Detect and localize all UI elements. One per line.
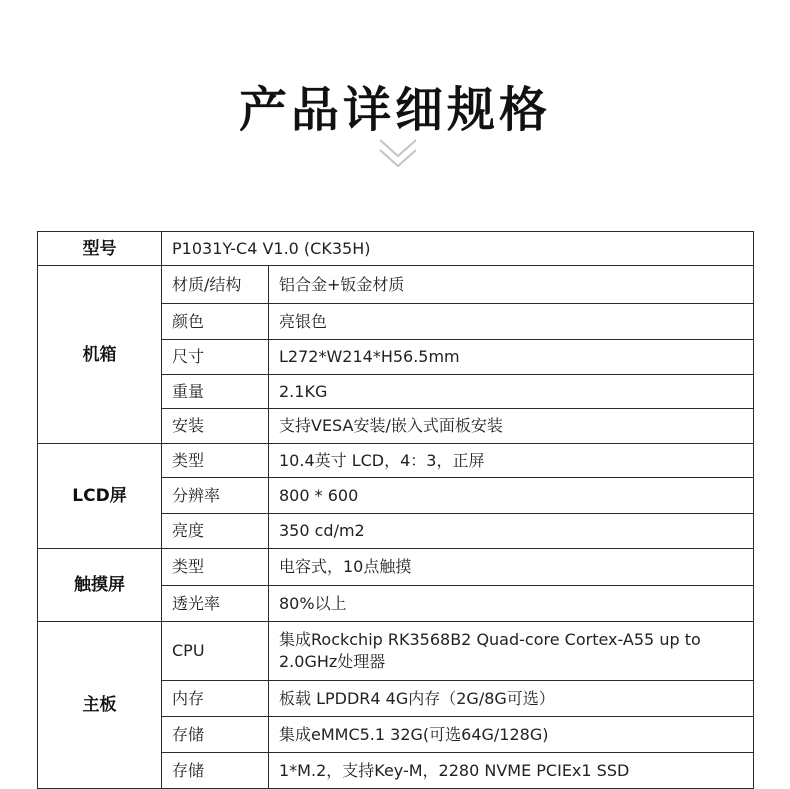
category-cell-touchscreen: 触摸屏 [38,549,162,622]
model-label: 型号 [38,232,162,266]
spec-value: 10.4英寸 LCD，4：3，正屏 [269,444,754,478]
spec-label: 材质/结构 [162,266,269,304]
table-row [38,266,754,304]
spec-label: 重量 [162,375,269,409]
category-cell-mainboard: 主板 [38,622,162,789]
spec-value: 集成Rockchip RK3568B2 Quad-core Cortex-A55 up to 2.0GHz处理器 [269,622,754,681]
double-chevron-down-icon [376,134,420,170]
spec-value: 铝合金+钣金材质 [269,266,754,304]
spec-label: 尺寸 [162,340,269,375]
spec-label: 内存 [162,681,269,717]
table-row [38,622,754,681]
category-cell-chassis: 机箱 [38,266,162,444]
spec-label: 安装 [162,409,269,444]
model-value: P1031Y-C4 V1.0 (CK35H) [162,232,754,266]
category-cell-lcd: LCD屏 [38,444,162,549]
table-row [38,549,754,586]
spec-label: 分辨率 [162,478,269,514]
spec-value: 集成eMMC5.1 32G(可选64G/128G) [269,717,754,753]
spec-label: 亮度 [162,514,269,549]
spec-label: 存储 [162,717,269,753]
table-row-model [38,232,754,266]
spec-value: 350 cd/m2 [269,514,754,549]
spec-value: 2.1KG [269,375,754,409]
page-title: 产品详细规格 [238,82,551,138]
spec-table [37,231,754,789]
spec-label: CPU [162,622,269,681]
spec-value: 1*M.2，支持Key-M，2280 NVME PCIEx1 SSD [269,753,754,789]
spec-value: 800 * 600 [269,478,754,514]
spec-value: L272*W214*H56.5mm [269,340,754,375]
spec-value: 电容式，10点触摸 [269,549,754,586]
spec-label: 类型 [162,444,269,478]
spec-value: 亮银色 [269,304,754,340]
spec-label: 颜色 [162,304,269,340]
spec-label: 存储 [162,753,269,789]
spec-value: 板载 LPDDR4 4G内存（2G/8G可选） [269,681,754,717]
spec-label: 类型 [162,549,269,586]
spec-value: 80%以上 [269,586,754,622]
spec-label: 透光率 [162,586,269,622]
spec-value: 支持VESA安装/嵌入式面板安装 [269,409,754,444]
table-row [38,444,754,478]
